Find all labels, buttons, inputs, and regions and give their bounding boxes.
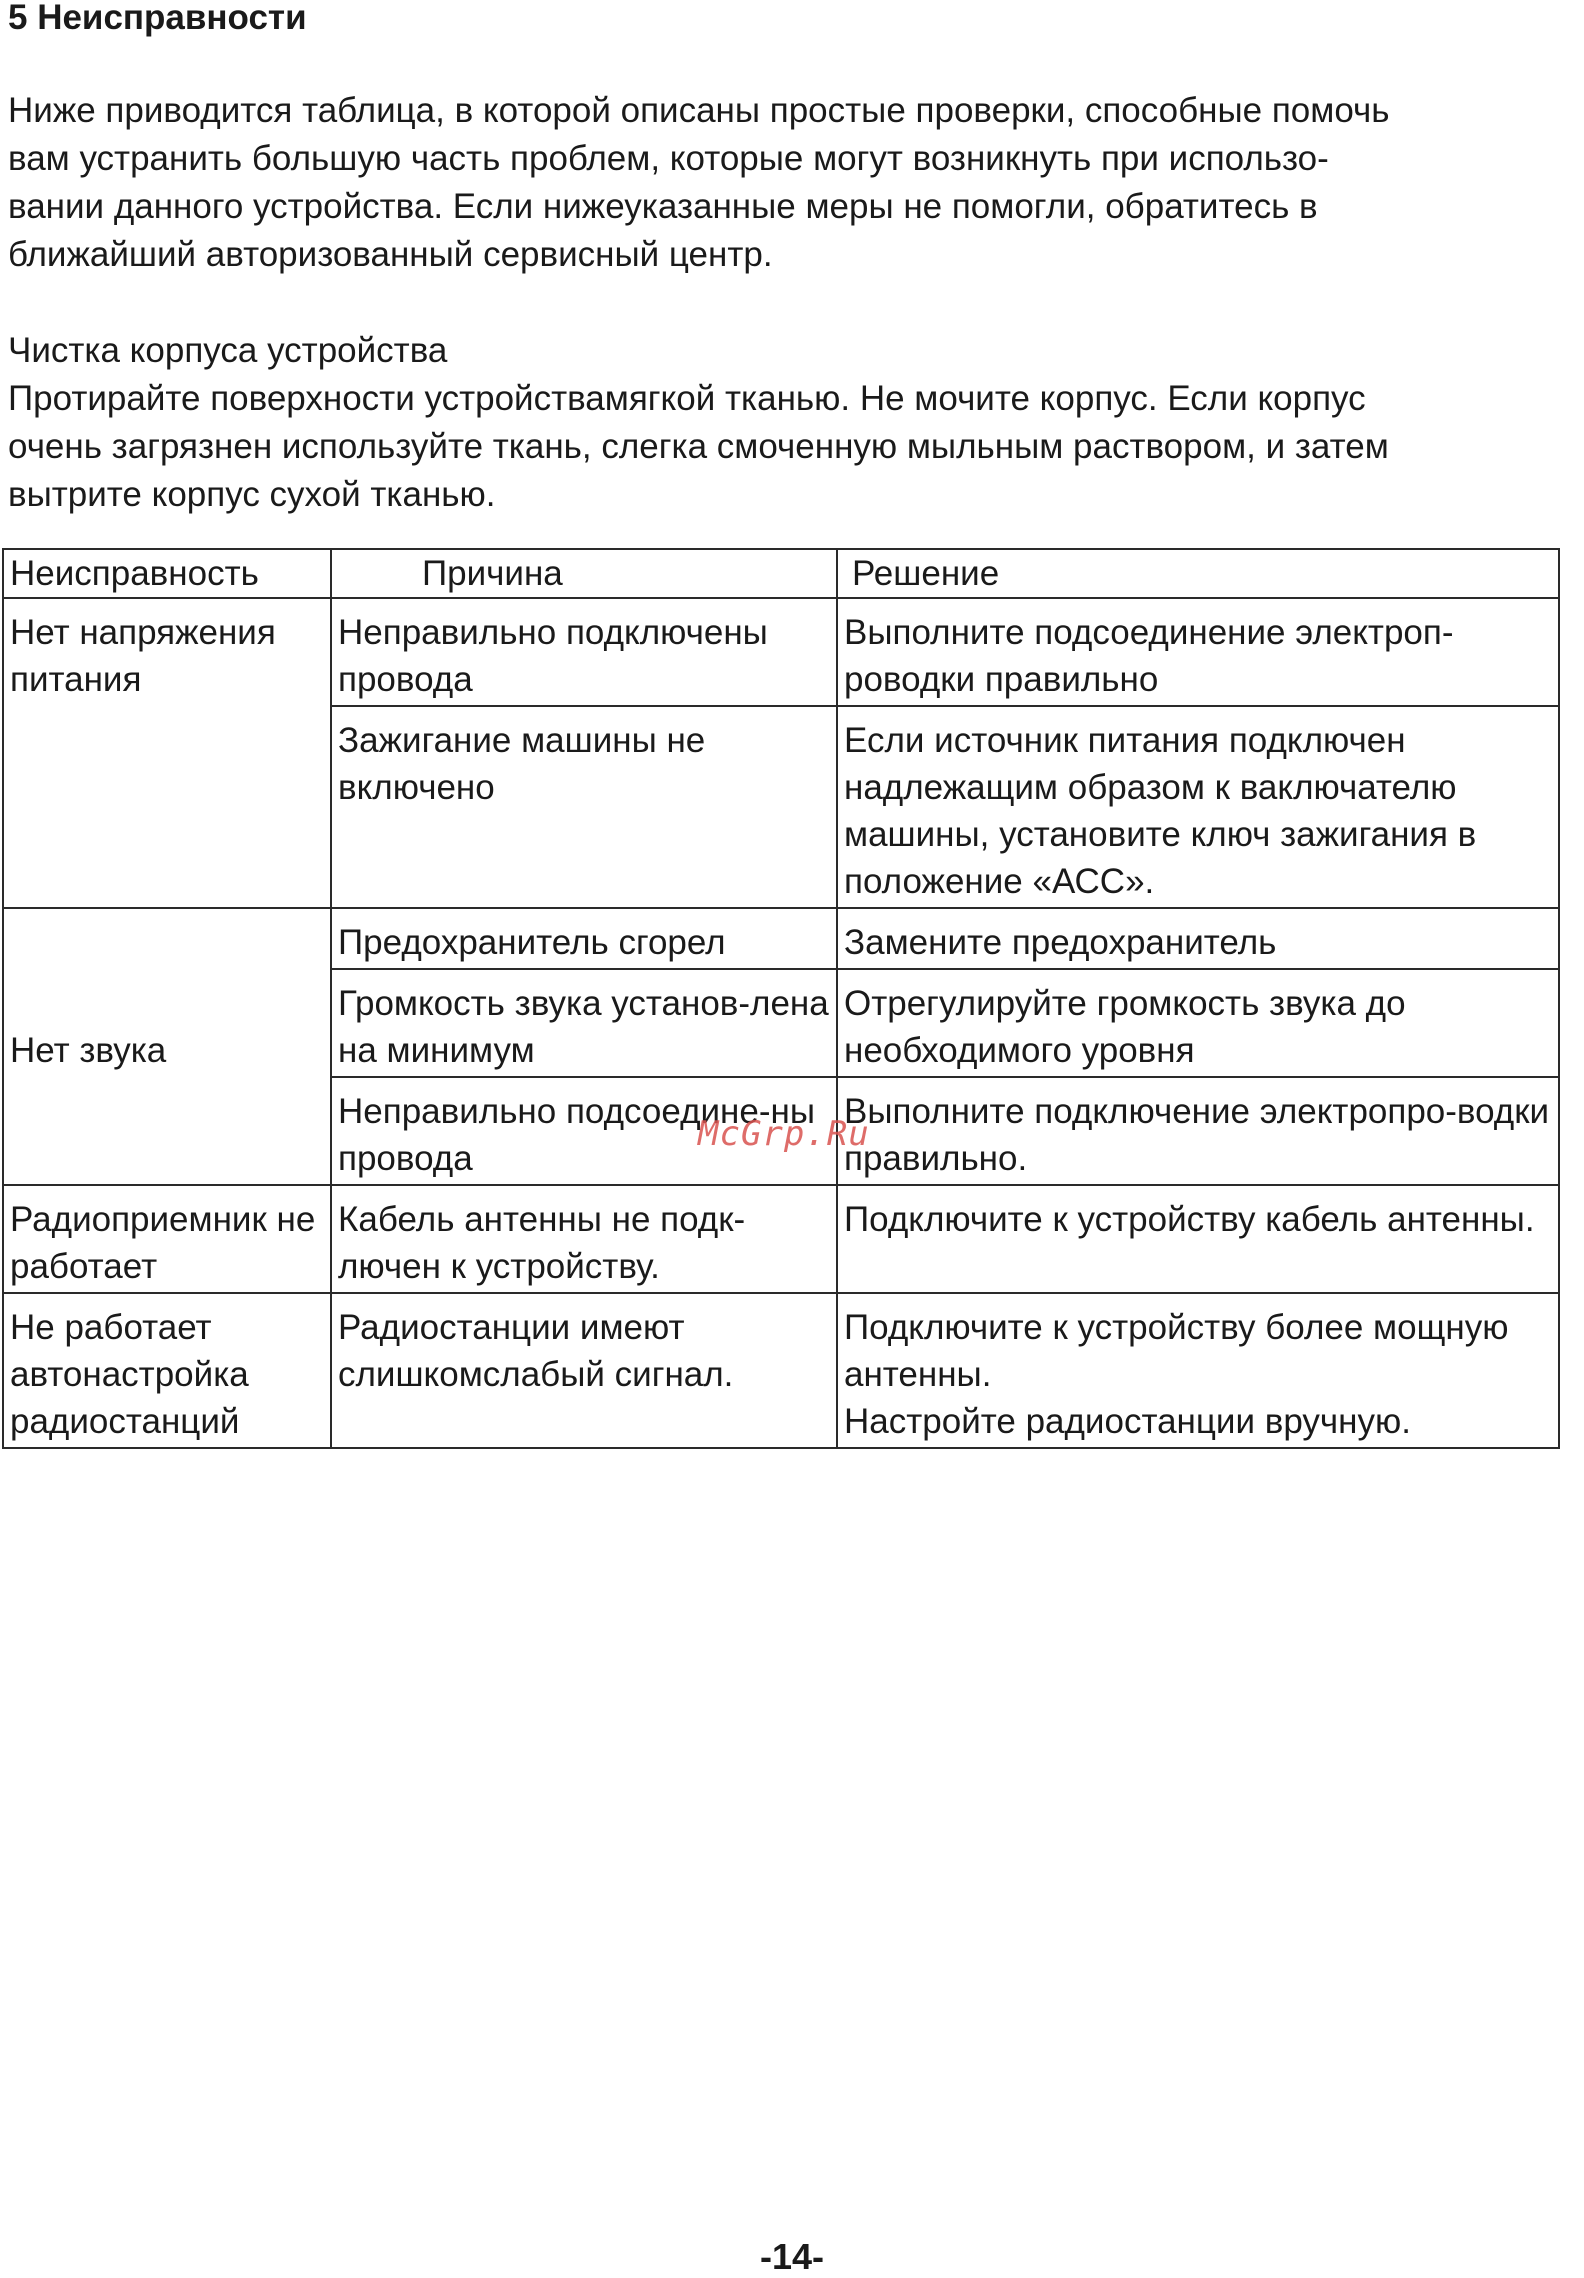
solution-cell: Отрегулируйте громкость звука до необходимого уровня <box>837 969 1559 1077</box>
intro-line: вам устранить большую часть проблем, которые могут возникнуть при использо- <box>8 139 1329 178</box>
fault-cell: Радиоприемник не работает <box>3 1185 331 1293</box>
intro-line: Ниже приводится таблица, в которой описаны простые проверки, способные помочь <box>8 91 1390 130</box>
cleaning-line: вытрите корпус сухой тканью. <box>8 475 496 514</box>
table-row <box>3 908 1559 969</box>
header-cause: Причина <box>331 549 837 598</box>
cause-cell: Неправильно подсоедине-ны провода <box>331 1077 837 1185</box>
cleaning-line: очень загрязнен используйте ткань, слегка смоченную мыльным раствором, и затем <box>8 427 1389 466</box>
solution-cell: Замените предохранитель <box>837 908 1559 969</box>
header-fault: Неисправность <box>3 549 331 598</box>
cleaning-paragraph <box>8 327 1389 519</box>
solution-cell: Выполните подключение электропро-водки правильно. <box>837 1077 1559 1185</box>
cleaning-line: Протирайте поверхности устройствамягкой тканью. Не мочите корпус. Если корпус <box>8 379 1366 418</box>
cause-cell: Неправильно подключены провода <box>331 598 837 706</box>
cause-cell: Радиостанции имеют слишкомслабый сигнал. <box>331 1293 837 1448</box>
table-row <box>3 1185 1559 1293</box>
intro-line: вании данного устройства. Если нижеуказанные меры не помогли, обратитесь в <box>8 187 1318 226</box>
section-title: 5 Неисправности <box>8 0 307 37</box>
solution-cell: Если источник питания подключен надлежащим образом к ваключателю машины, установите ключ зажигания в положение «АСС». <box>837 706 1559 908</box>
table-header-row <box>3 549 1559 598</box>
cause-cell: Кабель антенны не подк-лючен к устройству. <box>331 1185 837 1293</box>
cause-cell: Зажигание машины не включено <box>331 706 837 908</box>
watermark: McGrp.Ru <box>698 1114 870 1154</box>
cleaning-heading: Чистка корпуса устройства <box>8 331 448 370</box>
intro-paragraph <box>8 87 1390 279</box>
intro-line: ближайший авторизованный сервисный центр. <box>8 235 773 274</box>
table-row <box>3 598 1559 706</box>
fault-cell: Нет напряжения питания <box>3 598 331 908</box>
solution-line: Настройте радиостанции вручную. <box>844 1402 1411 1441</box>
troubleshooting-table <box>2 548 1560 1449</box>
table-row <box>3 1293 1559 1448</box>
page-number: -14- <box>759 2236 825 2277</box>
cause-cell: Предохранитель сгорел <box>331 908 837 969</box>
fault-cell: Нет звука <box>3 908 331 1185</box>
header-solution: Решение <box>837 549 1559 598</box>
solution-cell: Подключите к устройству кабель антенны. <box>837 1185 1559 1293</box>
cause-cell: Громкость звука установ-лена на минимум <box>331 969 837 1077</box>
solution-line: Подключите к устройству более мощную антенны. <box>844 1308 1509 1394</box>
fault-cell: Не работает автонастройка радиостанций <box>3 1293 331 1448</box>
solution-cell: Выполните подсоединение электроп-роводки правильно <box>837 598 1559 706</box>
solution-cell <box>837 1293 1559 1448</box>
